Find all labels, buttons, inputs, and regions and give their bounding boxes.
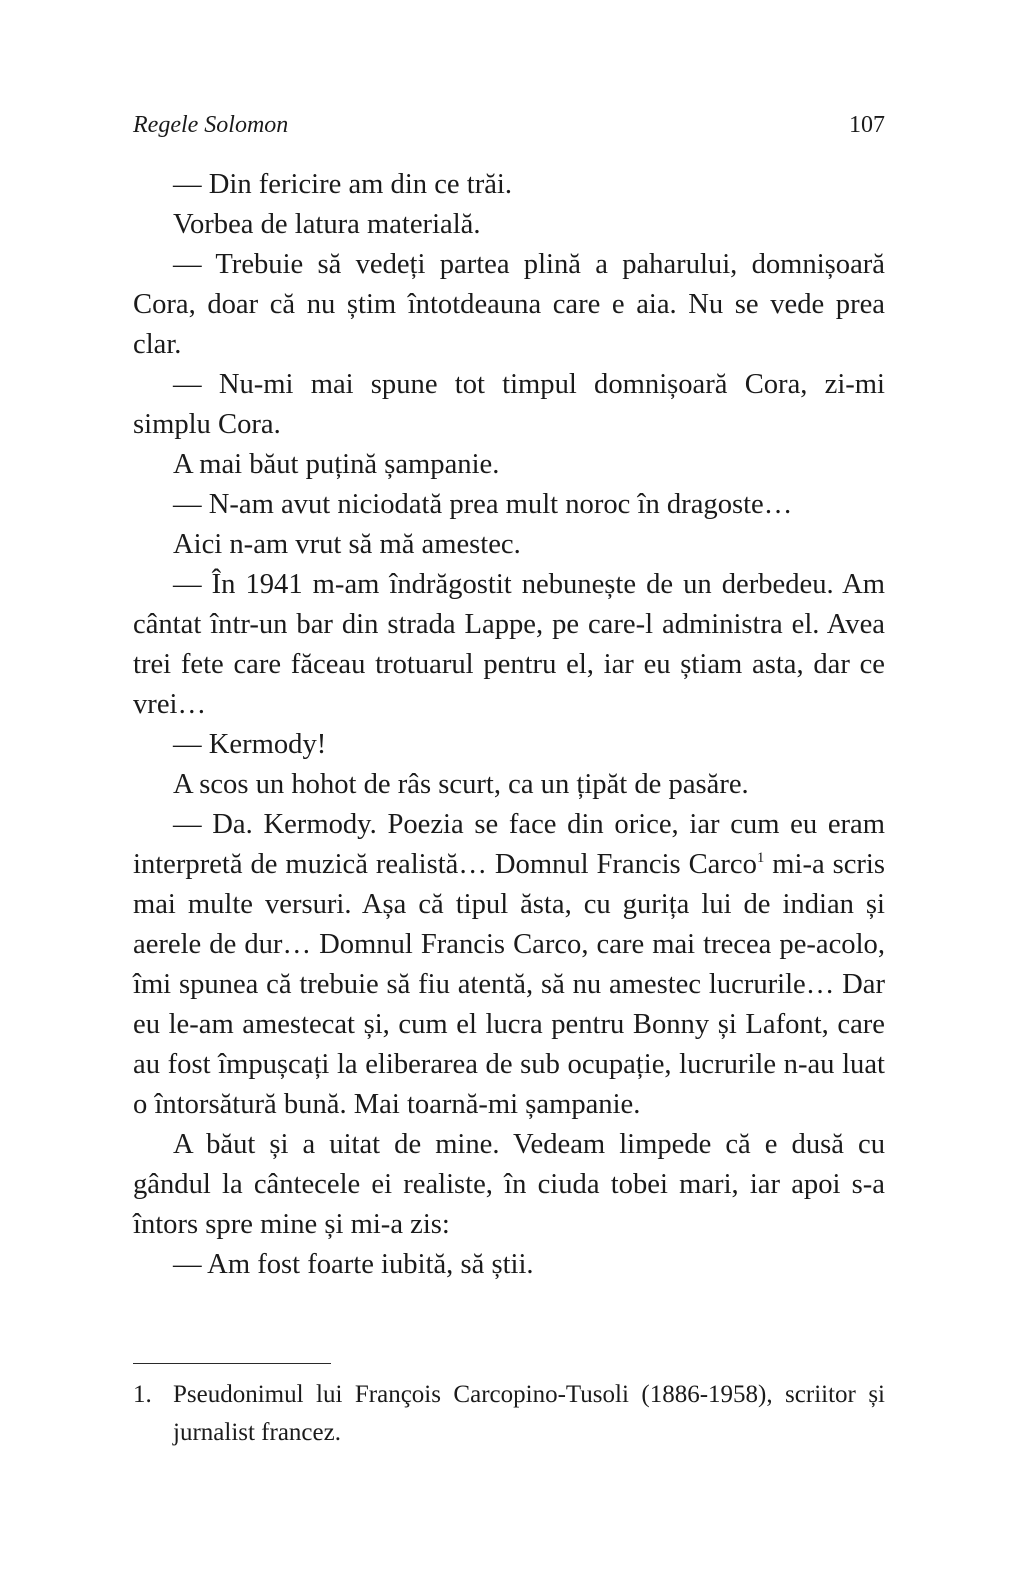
running-head <box>133 112 885 146</box>
paragraph-text: — Da. Kermody. Poezia se face din orice, iar cum eu eram interpretă de muzică realistă… Domnul Francis Carco <box>133 809 885 880</box>
paragraph: Vorbea de latura materială. <box>173 209 481 240</box>
paragraph: — Kermody! <box>173 729 327 760</box>
paragraph: Aici n-am vrut să mă amestec. <box>173 529 521 560</box>
footnote-text: Pseudonimul lui François Carcopino-Tusoli (1886-1958), scriitor și jurnalist francez. <box>173 1381 885 1446</box>
footnote <box>133 1376 885 1452</box>
paragraph-continuation: mi-a scris mai multe versuri. Așa că tipul ăsta, cu gurița lui de indian și aerele de dur… Domnul Francis Carco, care mai trecea pe-acolo, îmi spunea că trebuie să fiu atentă, să nu amestec lucrurile… Dar eu le-am amestecat și, cum el lucra pentru Bonny și Lafont, care au fost împușcați la eliberarea de sub ocupație, lucrurile n-au luat o întorsătură bună. Mai toarnă-mi șampanie. <box>133 849 886 1120</box>
paragraph: — Am fost foarte iubită, să știi. <box>173 1249 534 1280</box>
paragraph: A mai băut puțină șampanie. <box>173 449 500 480</box>
footnote-divider <box>133 1363 331 1364</box>
paragraph: — Din fericire am din ce trăi. <box>173 169 513 200</box>
paragraph: — În 1941 m-am îndrăgostit nebunește de un derbedeu. Am cântat într-un bar din strada Lappe, pe care-l administra el. Avea trei fete care făceau trotuarul pentru el, iar eu știam asta, dar ce vrei… <box>133 569 885 720</box>
paragraph: — Trebuie să vedeți partea plină a paharului, domnișoară Cora, doar că nu știm întotdeauna care e aia. Nu se vede prea clar. <box>133 249 885 360</box>
page-number: 107 <box>849 112 885 138</box>
paragraph: A scos un hohot de râs scurt, ca un țipăt de pasăre. <box>173 769 749 800</box>
paragraph: A băut și a uitat de mine. Vedeam limpede că e dusă cu gândul la cântecele ei realiste, în ciuda tobei mari, iar apoi s-a întors spre mine și mi-a zis: <box>133 1129 885 1240</box>
running-title: Regele Solomon <box>133 112 289 138</box>
body-text <box>133 165 885 1285</box>
paragraph-with-footnote <box>133 805 885 1125</box>
paragraph: — N-am avut niciodată prea mult noroc în dragoste… <box>173 489 793 520</box>
footnote-reference[interactable]: 1 <box>756 850 765 866</box>
paragraph: — Nu-mi mai spune tot timpul domnișoară Cora, zi-mi simplu Cora. <box>133 369 885 440</box>
footnote-number: 1. <box>133 1381 152 1408</box>
